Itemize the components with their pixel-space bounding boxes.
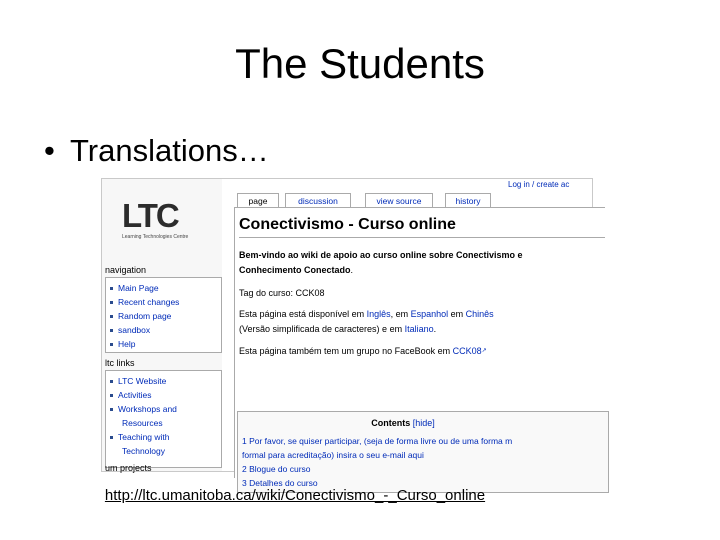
- ltc-logo[interactable]: [122, 199, 192, 243]
- bullet-square-icon: [110, 343, 113, 346]
- page-tabs: [237, 193, 597, 207]
- toc-item-2[interactable]: 2 Blogue do curso: [242, 464, 311, 474]
- table-of-contents: [237, 411, 609, 493]
- bullet-text: Translations…: [70, 133, 269, 168]
- source-url[interactable]: http://ltc.umanitoba.ca/wiki/Conectivismo_-_Curso_online: [104, 487, 486, 504]
- bullet-square-icon: [110, 394, 113, 397]
- navigation-title: navigation: [105, 265, 147, 275]
- external-link-icon: ↗: [481, 348, 487, 354]
- heading-divider: [239, 237, 605, 238]
- slide-title: The Students: [235, 40, 485, 87]
- bullet-square-icon: [110, 287, 113, 290]
- link-espanhol[interactable]: Espanhol: [410, 309, 449, 319]
- tab-view-source[interactable]: view source: [365, 193, 433, 208]
- ltc-links-box: [105, 370, 222, 468]
- navigation-box: [105, 277, 222, 353]
- nav-item-recent-changes[interactable]: Recent changes: [110, 295, 221, 309]
- bullet-item: [44, 133, 269, 169]
- bullet-square-icon: [110, 436, 113, 439]
- ltc-link-workshops[interactable]: Workshops and Resources: [110, 402, 221, 430]
- bullet-square-icon: [110, 301, 113, 304]
- ltc-link-activities[interactable]: Activities: [110, 388, 221, 402]
- link-cck08-facebook[interactable]: CCK08: [452, 346, 482, 356]
- bullet-square-icon: [110, 315, 113, 318]
- sidebar: [102, 179, 222, 471]
- tab-page[interactable]: page: [237, 193, 279, 210]
- um-projects-title: um projects: [105, 463, 152, 473]
- toc-title: Contents [hide]: [371, 418, 435, 428]
- toc-item-1-cont[interactable]: formal para acreditação) insira o seu e-mail aqui: [242, 450, 424, 460]
- intro-paragraph: Bem-vindo ao wiki de apoio ao curso online sobre Conectivismo e Conhecimento Conectado.: [239, 250, 523, 275]
- link-italiano[interactable]: Italiano: [404, 324, 434, 334]
- nav-item-help[interactable]: Help: [110, 337, 221, 351]
- nav-item-sandbox[interactable]: sandbox: [110, 323, 221, 337]
- bullet-square-icon: [110, 329, 113, 332]
- wiki-screenshot: [101, 178, 593, 488]
- course-tag: Tag do curso: CCK08: [239, 288, 325, 298]
- languages-paragraph: Esta página está disponível em Inglês, em Espanhol em Chinês (Versão simplificada de caracteres) e em Italiano.: [239, 309, 494, 334]
- bullet-square-icon: [110, 380, 113, 383]
- logo-tagline: Learning Technologies Centre: [122, 234, 189, 240]
- facebook-paragraph: Esta página também tem um grupo no FaceBook em CCK08↗: [239, 346, 487, 356]
- content-area: [234, 207, 605, 488]
- toc-item-3[interactable]: 3 Detalhes do curso: [242, 478, 318, 488]
- logo-text: LTC: [122, 197, 178, 234]
- ltc-link-website[interactable]: LTC Website: [110, 374, 221, 388]
- link-ingles[interactable]: Inglês: [366, 309, 391, 319]
- nav-item-random-page[interactable]: Random page: [110, 309, 221, 323]
- ltc-links-title: ltc links: [105, 358, 135, 368]
- bullet-square-icon: [110, 408, 113, 411]
- tab-discussion[interactable]: discussion: [285, 193, 351, 208]
- nav-item-main-page[interactable]: Main Page: [110, 281, 221, 295]
- ltc-link-teaching[interactable]: Teaching with Technology: [110, 430, 221, 458]
- login-link[interactable]: Log in / create ac: [508, 180, 570, 189]
- tab-history[interactable]: history: [445, 193, 491, 208]
- page-heading: Conectivismo - Curso online: [239, 216, 456, 233]
- toc-item-1[interactable]: 1 Por favor, se quiser participar, (seja de forma livre ou de uma forma m: [242, 436, 513, 446]
- bullet-dot: •: [44, 133, 55, 168]
- link-chines[interactable]: Chinês: [465, 309, 494, 319]
- toc-hide-link[interactable]: [hide]: [412, 418, 435, 428]
